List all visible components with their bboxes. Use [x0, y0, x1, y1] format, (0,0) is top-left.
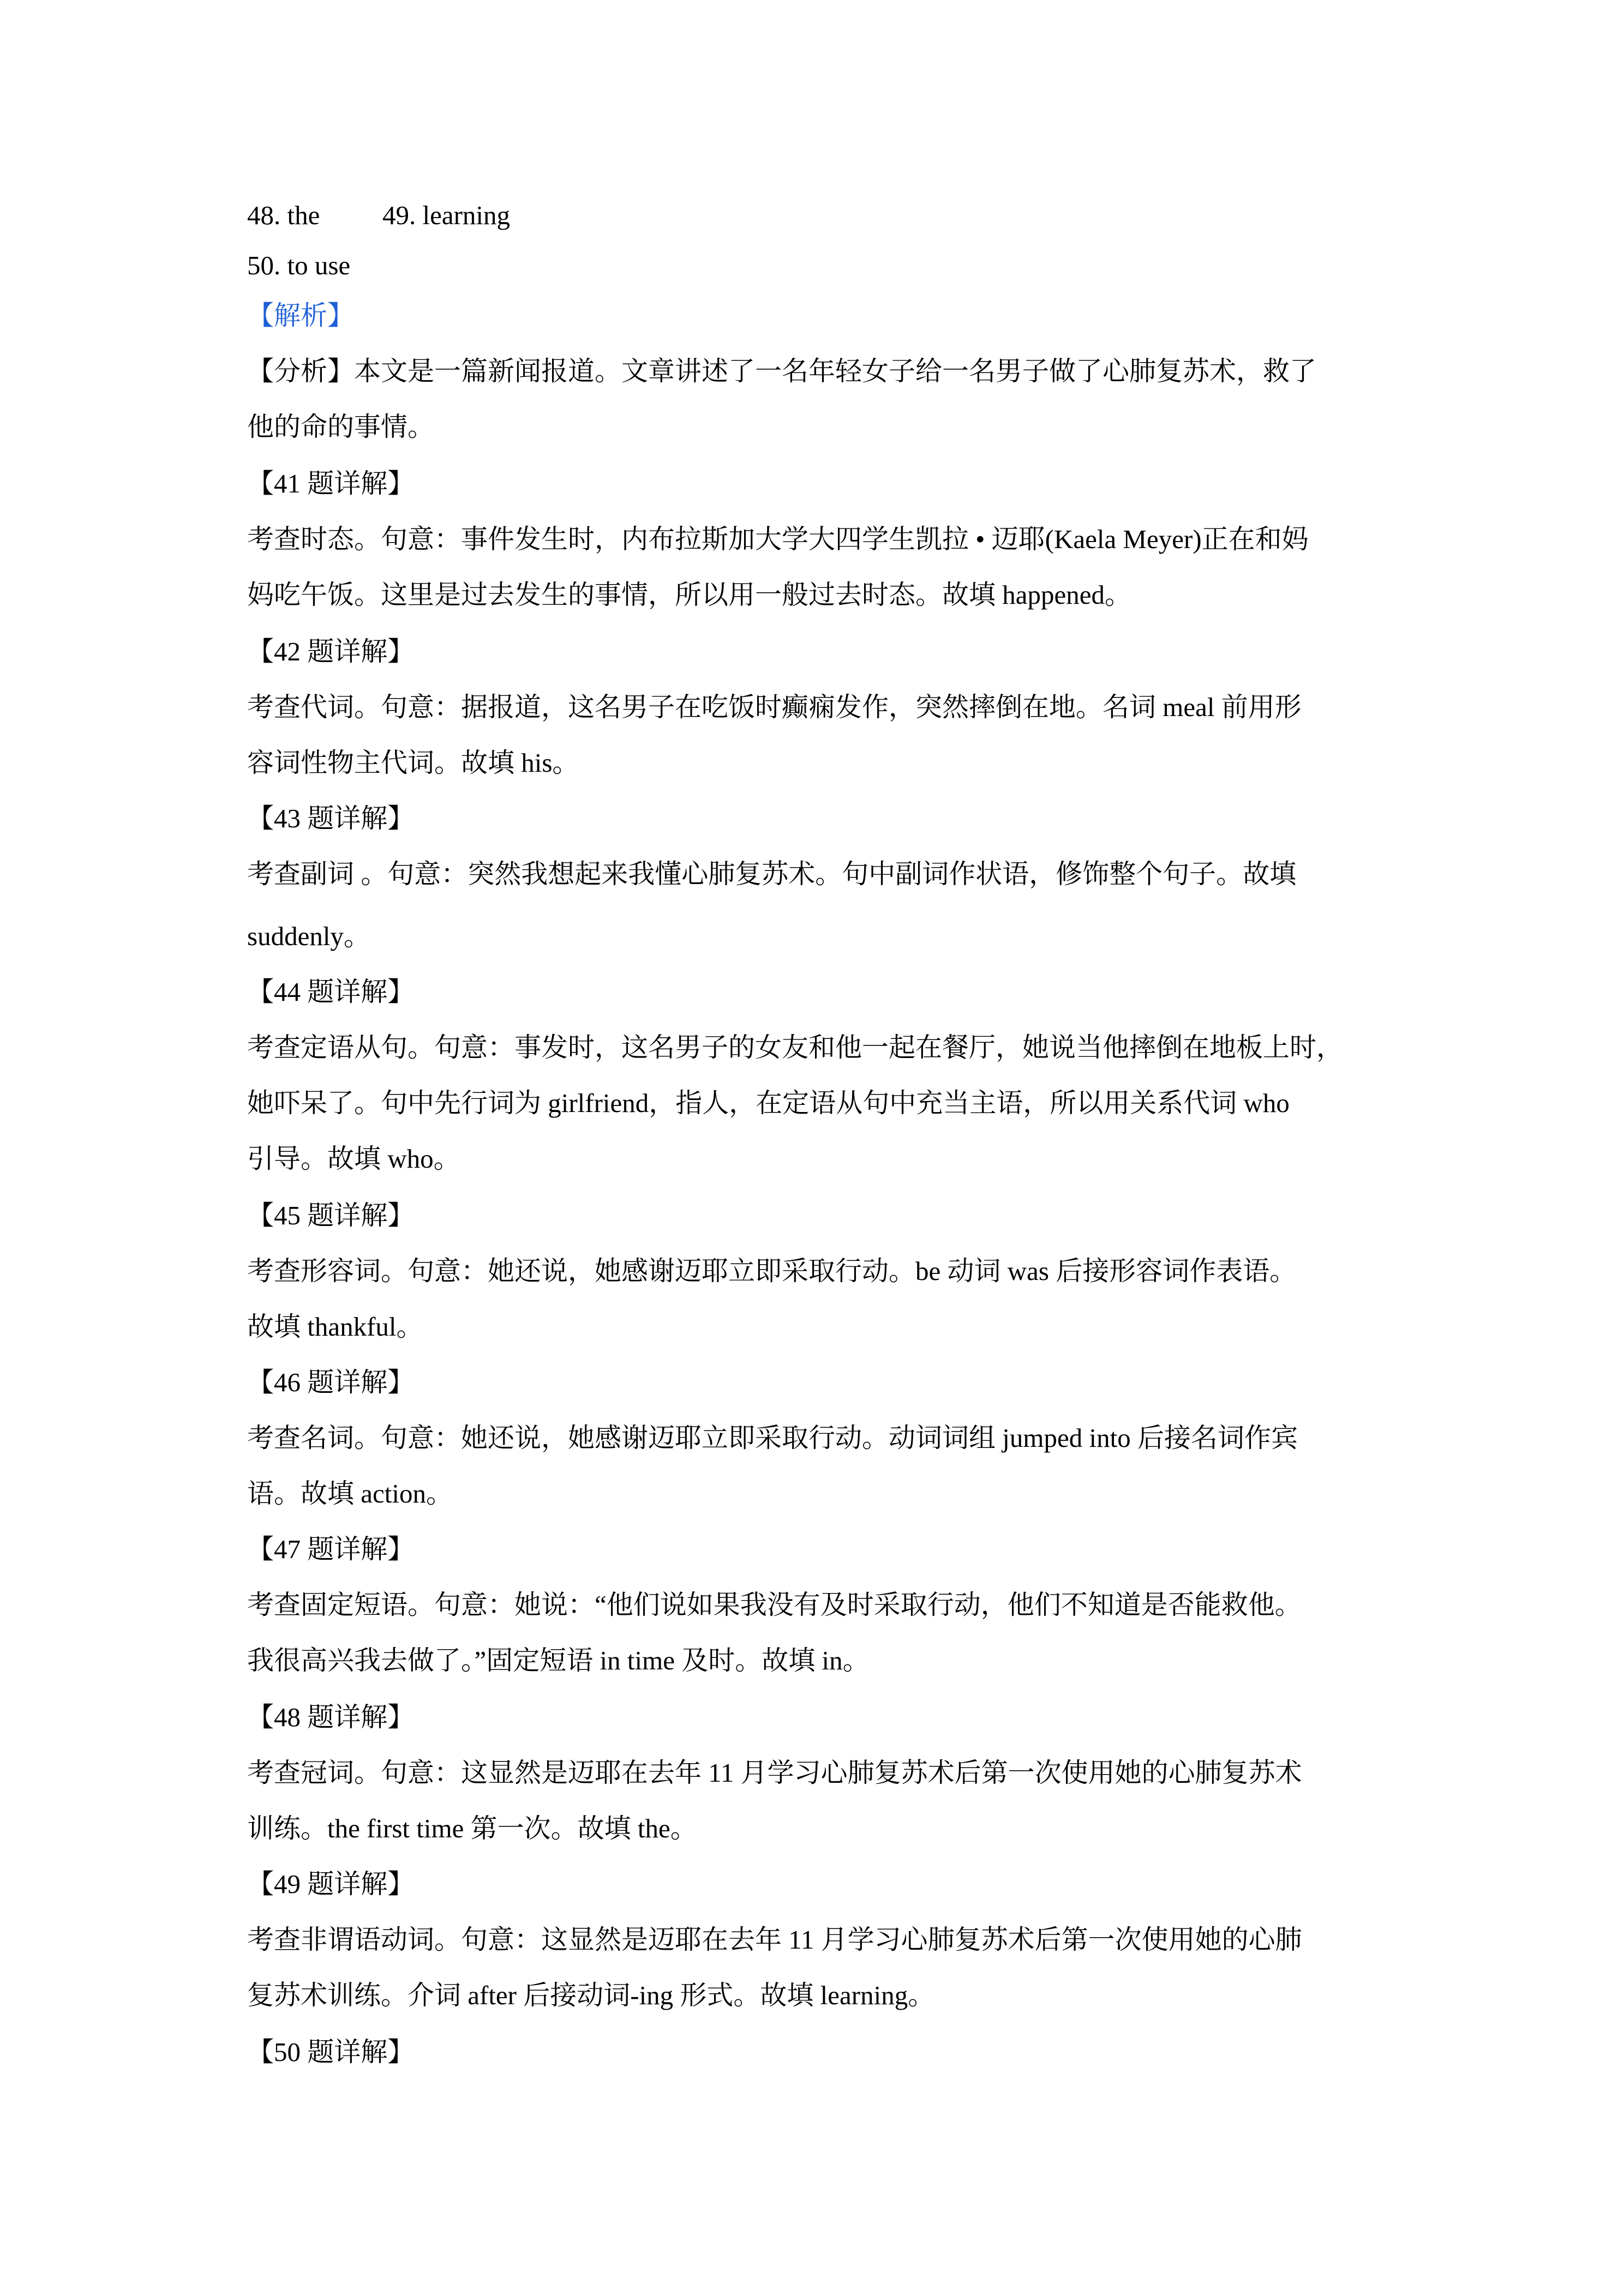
item-43-line-1: 考查副词 。句意：突然我想起来我懂心肺复苏术。句中副词作状语，修饰整个句子。故填	[247, 859, 1297, 889]
item-48-line-1: 考查冠词。句意：这显然是迈耶在去年 11 月学习心肺复苏术后第一次使用她的心肺复苏术	[247, 1758, 1302, 1788]
item-46-line-2: 语。故填 action。	[247, 1478, 453, 1508]
item-44-line-3: 引导。故填 who。	[247, 1144, 460, 1174]
item-45-line-1: 考查形容词。句意：她还说，她感谢迈耶立即采取行动。be 动词 was 后接形容词作表语。	[247, 1256, 1297, 1286]
item-44-heading: 【44 题详解】	[247, 977, 415, 1007]
item-41-heading: 【41 题详解】	[247, 468, 415, 498]
item-42-heading: 【42 题详解】	[247, 636, 415, 666]
item-45-line-2: 故填 thankful。	[247, 1312, 423, 1342]
item-49-line-1: 考查非谓语动词。句意：这显然是迈耶在去年 11 月学习心肺复苏术后第一次使用她的心肺	[247, 1925, 1302, 1955]
answer-49: 49. learning	[382, 200, 511, 230]
item-47-line-2: 我很高兴我去做了。”固定短语 in time 及时。故填 in。	[247, 1645, 870, 1675]
item-42-line-1: 考查代词。句意：据报道，这名男子在吃饭时癫痫发作，突然摔倒在地。名词 meal 前用形	[247, 692, 1302, 722]
item-42-line-2: 容词性物主代词。故填 his。	[247, 748, 579, 778]
item-49-heading: 【49 题详解】	[247, 1869, 415, 1899]
item-44-line-2: 她吓呆了。句中先行词为 girlfriend，指人，在定语从句中充当主语，所以用关系代词 who	[247, 1088, 1290, 1118]
item-43-line-2: suddenly。	[247, 921, 370, 951]
item-46-line-1: 考查名词。句意：她还说，她感谢迈耶立即采取行动。动词词组 jumped into 后接名词作宾	[247, 1423, 1298, 1453]
answer-50: 50. to use	[247, 250, 351, 280]
summary-line-1: 【分析】本文是一篇新闻报道。文章讲述了一名年轻女子给一名男子做了心肺复苏术，救了	[247, 356, 1317, 386]
summary-line-2: 他的命的事情。	[247, 412, 435, 442]
item-43-heading: 【43 题详解】	[247, 803, 415, 833]
item-47-line-1: 考查固定短语。句意：她说：“他们说如果我没有及时采取行动，他们不知道是否能救他。	[247, 1590, 1302, 1620]
item-45-heading: 【45 题详解】	[247, 1200, 415, 1230]
item-41-line-2: 妈吃午饭。这里是过去发生的事情，所以用一般过去时态。故填 happened。	[247, 580, 1131, 610]
item-44-line-1: 考查定语从句。句意：事发时，这名男子的女友和他一起在餐厅，她说当他摔倒在地板上时，	[247, 1032, 1344, 1062]
answer-48: 48. the	[247, 200, 320, 230]
item-48-heading: 【48 题详解】	[247, 1702, 415, 1732]
item-47-heading: 【47 题详解】	[247, 1534, 415, 1564]
item-46-heading: 【46 题详解】	[247, 1367, 415, 1397]
item-49-line-2: 复苏术训练。介词 after 后接动词-ing 形式。故填 learning。	[247, 1980, 935, 2010]
analysis-label: 【解析】	[247, 300, 355, 330]
item-41-line-1: 考查时态。句意：事件发生时，内布拉斯加大学大四学生凯拉 • 迈耶(Kaela Meyer)正在和妈	[247, 524, 1309, 554]
item-48-line-2: 训练。the first time 第一次。故填 the。	[247, 1813, 697, 1843]
item-50-heading: 【50 题详解】	[247, 2037, 415, 2067]
